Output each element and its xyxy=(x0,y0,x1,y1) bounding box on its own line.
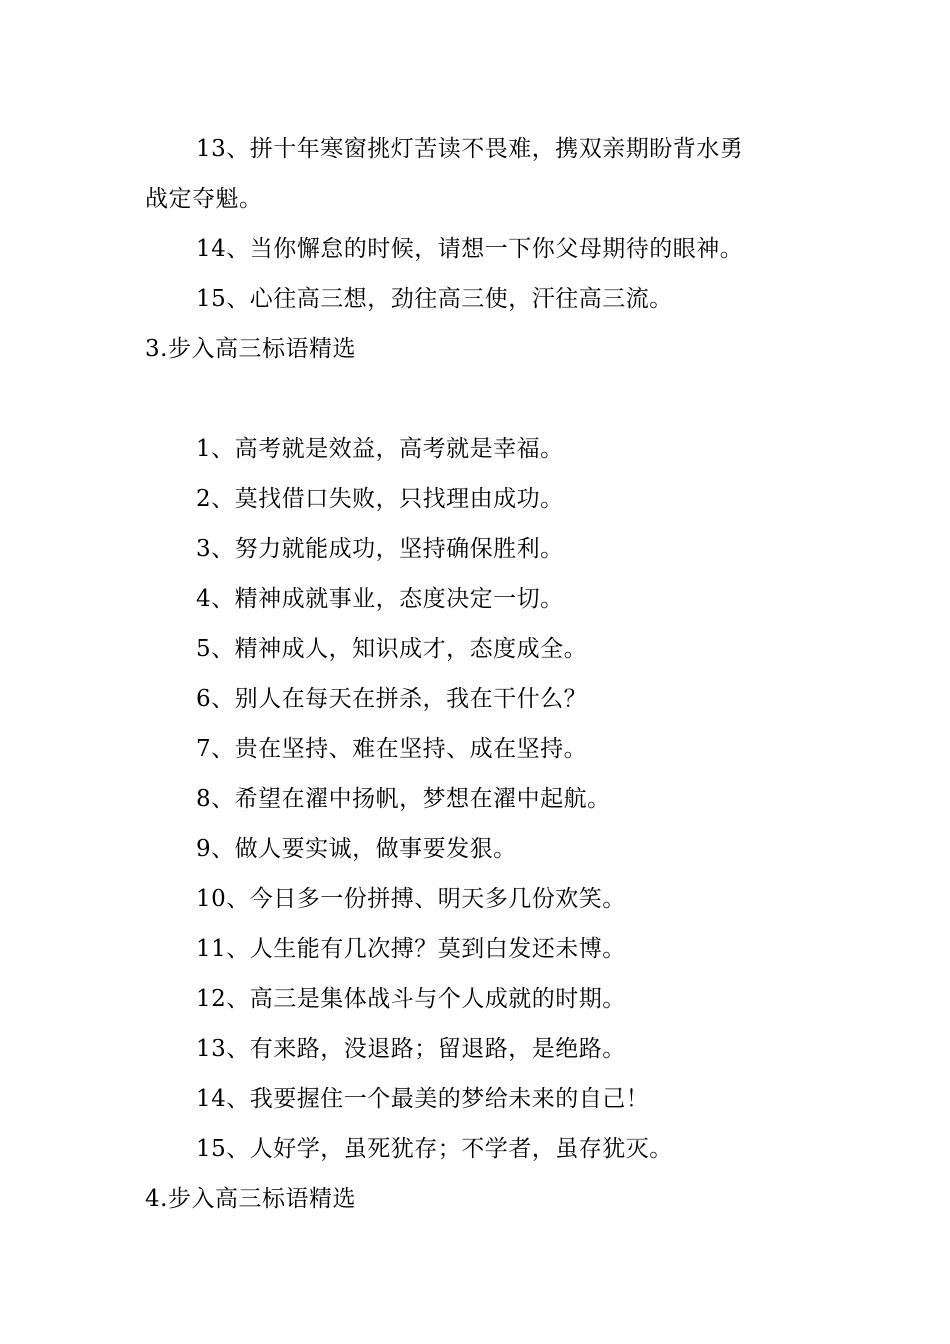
list-item: 13、拼十年寒窗挑灯苦读不畏难，携双亲期盼背水勇 xyxy=(196,136,744,162)
list-item: 14、当你懈怠的时候，请想一下你父母期待的眼神。 xyxy=(196,236,744,262)
list-item: 15、人好学，虽死犹存；不学者，虽存犹灭。 xyxy=(196,1136,673,1162)
list-item: 8、希望在濯中扬帆，梦想在濯中起航。 xyxy=(196,786,611,812)
list-item: 6、别人在每天在拼杀，我在干什么？ xyxy=(196,686,588,712)
list-item: 4、精神成就事业，态度决定一切。 xyxy=(196,586,564,612)
list-item: 3、努力就能成功，坚持确保胜利。 xyxy=(196,536,564,562)
list-item: 2、莫找借口失败，只找理由成功。 xyxy=(196,486,564,512)
section-heading: 3.步入高三标语精选 xyxy=(145,336,356,362)
list-item: 7、贵在坚持、难在坚持、成在坚持。 xyxy=(196,736,588,762)
list-item: 5、精神成人，知识成才，态度成全。 xyxy=(196,636,588,662)
list-item: 15、心往高三想，劲往高三使，汗往高三流。 xyxy=(196,286,673,312)
list-item: 10、今日多一份拼搏、明天多几份欢笑。 xyxy=(196,886,626,912)
list-item: 11、人生能有几次搏？莫到白发还未博。 xyxy=(196,936,626,962)
section-heading: 4.步入高三标语精选 xyxy=(145,1186,356,1212)
list-item: 13、有来路，没退路；留退路，是绝路。 xyxy=(196,1036,626,1062)
list-item: 12、高三是集体战斗与个人成就的时期。 xyxy=(196,986,626,1012)
list-item: 14、我要握住一个最美的梦给未来的自己！ xyxy=(196,1086,650,1112)
list-item-continuation: 战定夺魁。 xyxy=(145,186,263,212)
list-item: 1、高考就是效益，高考就是幸福。 xyxy=(196,436,564,462)
list-item: 9、做人要实诚，做事要发狠。 xyxy=(196,836,517,862)
